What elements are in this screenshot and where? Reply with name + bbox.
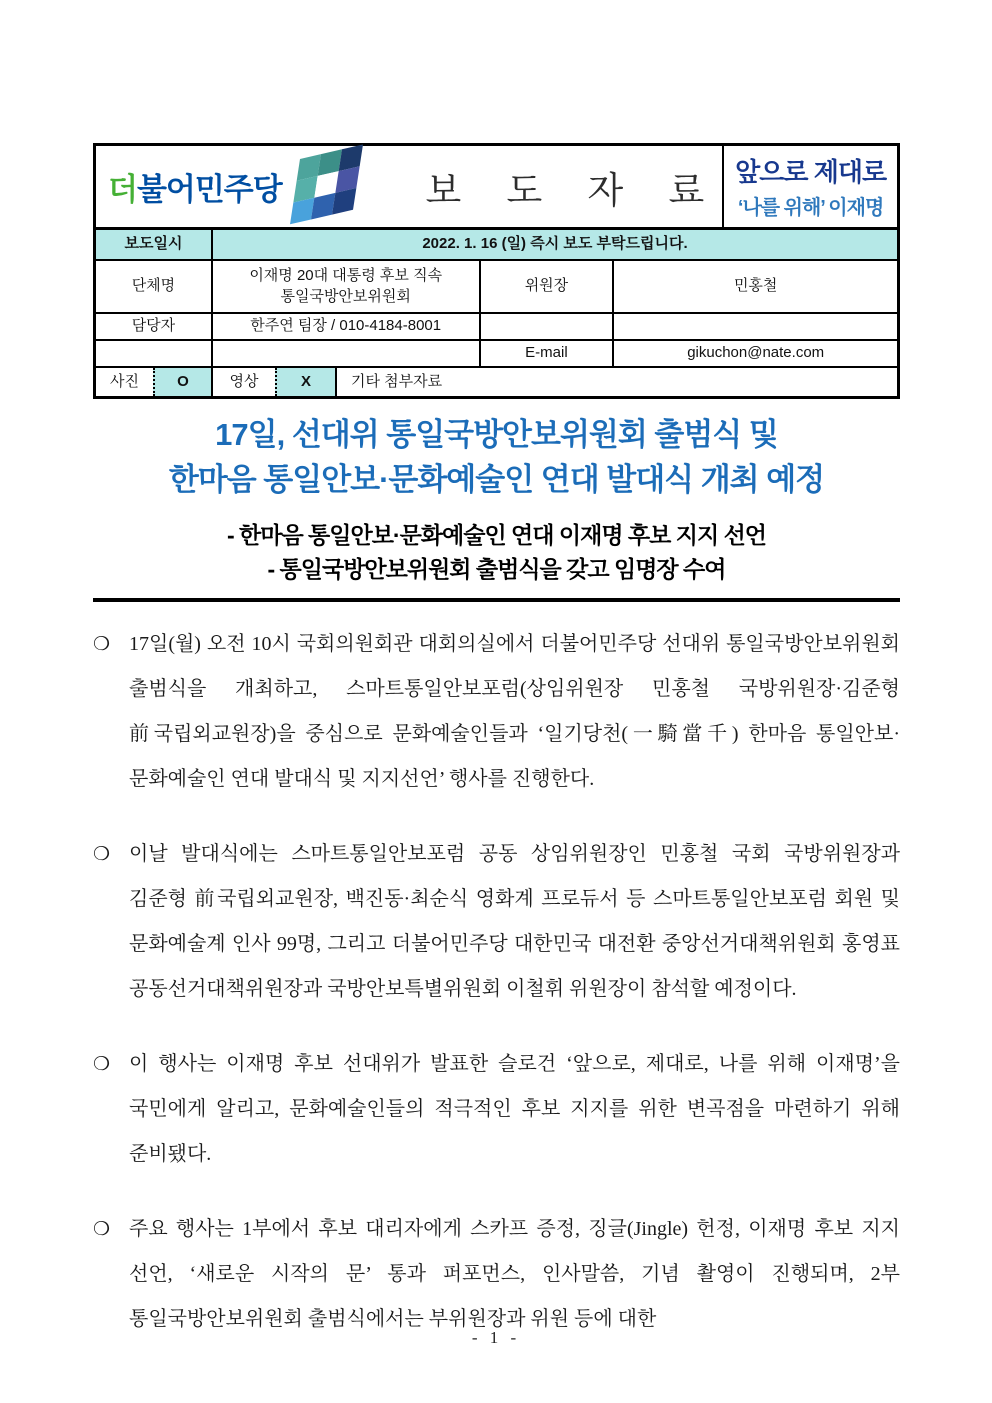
- paragraph-text: 이날 발대식에는 스마트통일안보포럼 공동 상임위원장인 민홍철 국회 국방위원장과 김준형 前국립외교원장, 백진동·최순식 영화계 프로듀서 등 스마트통일안보포럼 회원 및 문화예술계 인사 99명, 그리고 더불어민주당 대한민국 대전환 중앙선거대책위원회 홍영표 공동선거대책위원장과 국방안보특별위원회 이철휘 위원장이 참석할 예정이다.: [129, 843, 900, 1000]
- document-header: [93, 143, 900, 227]
- party-flag-icon: [286, 143, 378, 227]
- doc-type-cell: [407, 146, 722, 227]
- table-row-attachments: [96, 366, 897, 396]
- contact-empty-cell-2: [612, 314, 897, 339]
- section-divider: [93, 598, 900, 602]
- subheadline: [93, 518, 900, 586]
- page-number: - 1 -: [471, 1328, 521, 1347]
- org-value-line2: 통일국방안보위원회: [280, 287, 411, 305]
- release-date-label: 보도일시: [96, 230, 211, 259]
- email-label: E-mail: [479, 341, 613, 366]
- org-label: 단체명: [131, 277, 176, 295]
- chair-label: 위원장: [479, 261, 613, 312]
- party-name-rest: 불어민주당: [136, 172, 282, 207]
- doc-type-title: 보 도 자 료: [425, 170, 723, 212]
- document-body: [93, 143, 900, 1372]
- body-paragraph-4: [93, 1207, 900, 1342]
- photo-flag-value: O: [153, 368, 211, 396]
- bullet-icon: ❍: [93, 844, 111, 865]
- subheadline-line1: - 한마음 통일안보·문화예술인 연대 이재명 후보 지지 선언: [226, 522, 767, 548]
- table-row-release: [96, 230, 897, 259]
- table-row-email: [96, 339, 897, 366]
- party-name: [108, 164, 282, 209]
- contact-label: 담당자: [131, 317, 176, 335]
- video-label: 영상: [211, 368, 275, 396]
- press-info-table: [93, 227, 900, 399]
- email-empty-cell-2: [211, 341, 479, 366]
- table-row-organization: [96, 259, 897, 312]
- bullet-icon: ❍: [93, 1219, 111, 1240]
- bullet-icon: ❍: [93, 1054, 111, 1075]
- body-text: [93, 622, 900, 1342]
- email-empty-cell-1: [96, 341, 211, 366]
- contact-value: 한주연 팀장 / 010-4184-8001: [211, 314, 479, 339]
- subheadline-line2: - 통일국방안보위원회 출범식을 갖고 임명장 수여: [267, 556, 726, 582]
- campaign-slogan-box: [722, 146, 897, 227]
- paragraph-text: 17일(월) 오전 10시 국회의원회관 대회의실에서 더불어민주당 선대위 통일국방안보위원회 출범식을 개최하고, 스마트통일안보포럼(상임위원장 민홍철 국방위원장·김준형 前국립외교원장)을 중심으로 문화예술인들과 ‘일기당천(一騎當千) 한마음 통일안보·문화예술인 연대 발대식 및 지지선언’ 행사를 진행한다.: [129, 633, 900, 790]
- photo-label: 사진: [110, 372, 139, 390]
- slogan-line1: 앞으로 제대로: [735, 157, 887, 187]
- headline-line1: 17일, 선대위 통일국방안보위원회 출범식 및: [215, 417, 778, 452]
- paragraph-text: 이 행사는 이재명 후보 선대위가 발표한 슬로건 ‘앞으로, 제대로, 나를 위해 이재명’을 국민에게 알리고, 문화예술인들의 적극적인 후보 지지를 위한 변곡점을 마련하기 위해 준비됐다.: [129, 1053, 900, 1165]
- body-paragraph-2: [93, 832, 900, 1012]
- video-flag-value: X: [275, 368, 335, 396]
- chair-value: 민홍철: [612, 261, 897, 312]
- table-row-contact: [96, 312, 897, 339]
- body-paragraph-1: [93, 622, 900, 802]
- party-logo: [96, 146, 407, 227]
- body-paragraph-3: [93, 1042, 900, 1177]
- org-value: [211, 261, 479, 312]
- org-value-line1: 이재명 20대 대통령 후보 직속: [249, 267, 443, 285]
- email-value: gikuchon@nate.com: [612, 341, 897, 366]
- headline: [93, 412, 900, 502]
- party-name-first-char: 더: [108, 172, 137, 207]
- paragraph-text: 주요 행사는 1부에서 후보 대리자에게 스카프 증정, 징글(Jingle) 헌정, 이재명 후보 지지 선언, ‘새로운 시작의 문’ 통과 퍼포먼스, 인사말씀, 기념 촬영이 진행되며, 2부 통일국방안보위원회 출범식에서는 부위원장과 위원 등에 대한: [129, 1218, 900, 1330]
- bullet-icon: ❍: [93, 634, 111, 655]
- headline-line2: 한마음 통일안보·문화예술인 연대 발대식 개최 예정: [168, 462, 825, 497]
- etc-attachments-label: 기타 첨부자료: [335, 368, 897, 396]
- contact-empty-cell-1: [479, 314, 613, 339]
- release-date-value: 2022. 1. 16 (일) 즉시 보도 부탁드립니다.: [211, 230, 897, 259]
- slogan-line2: ‘나를 위해’ 이재명: [737, 197, 884, 219]
